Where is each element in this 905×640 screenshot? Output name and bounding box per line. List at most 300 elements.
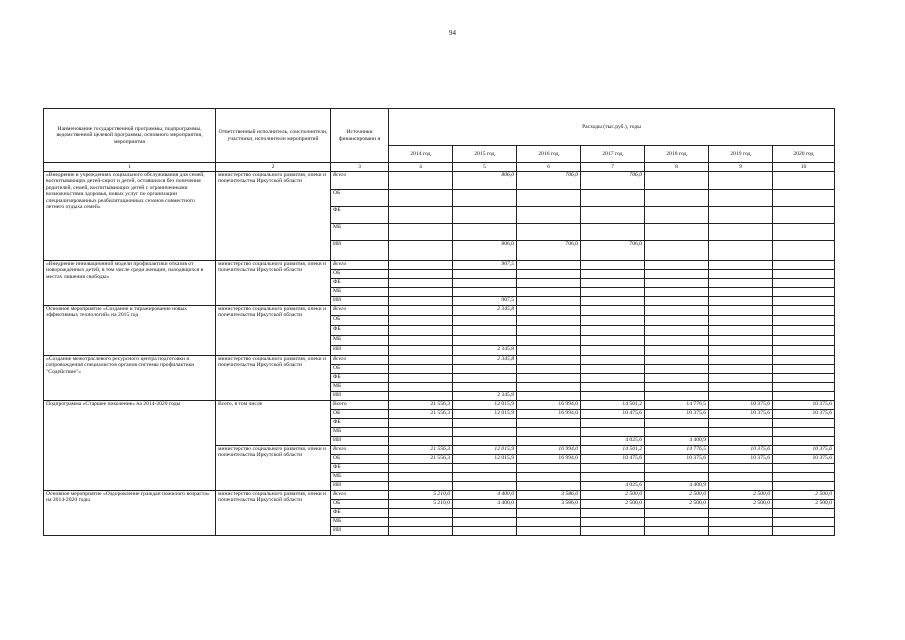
funding-source-cell: Всего <box>331 172 389 190</box>
amount-cell <box>517 419 581 428</box>
amount-cell <box>517 288 581 297</box>
amount-cell <box>389 190 453 207</box>
amount-cell: 806,0 <box>453 241 517 261</box>
amount-cell <box>517 464 581 473</box>
amount-cell: 12 015,9 <box>453 401 517 410</box>
amount-cell <box>389 383 453 392</box>
amount-cell: 2 500,0 <box>709 491 773 500</box>
amount-cell <box>645 374 709 383</box>
amount-cell <box>453 270 517 279</box>
column-number: 4 <box>389 163 453 172</box>
amount-cell <box>773 207 835 224</box>
funding-source-cell: ИИ <box>331 297 389 306</box>
amount-cell <box>453 464 517 473</box>
amount-cell <box>773 306 835 316</box>
column-number: 7 <box>581 163 645 172</box>
amount-cell: 2 345,8 <box>453 356 517 365</box>
amount-cell <box>645 297 709 306</box>
amount-cell <box>581 365 645 374</box>
amount-cell <box>709 190 773 207</box>
amount-cell: 4 400,9 <box>645 437 709 446</box>
header-year: 2014 год <box>389 146 453 163</box>
amount-cell <box>581 509 645 518</box>
amount-cell <box>453 374 517 383</box>
funding-source-cell: ФБ <box>331 279 389 288</box>
amount-cell: 10 475,6 <box>581 455 645 464</box>
executor-cell: Всего, в том числе <box>216 401 331 446</box>
amount-cell <box>453 482 517 491</box>
amount-cell <box>581 326 645 336</box>
amount-cell <box>773 326 835 336</box>
amount-cell <box>773 261 835 270</box>
amount-cell <box>453 473 517 482</box>
amount-cell <box>517 473 581 482</box>
funding-source-cell: МБ <box>331 288 389 297</box>
amount-cell <box>581 419 645 428</box>
amount-cell <box>645 356 709 365</box>
page-number: 94 <box>449 29 456 37</box>
amount-cell: 16 994,0 <box>517 446 581 455</box>
amount-cell: 10 375,6 <box>773 410 835 419</box>
amount-cell <box>645 473 709 482</box>
amount-cell: 10 375,6 <box>645 410 709 419</box>
amount-cell: 2 500,0 <box>709 500 773 509</box>
amount-cell: 2 500,0 <box>773 491 835 500</box>
amount-cell <box>389 288 453 297</box>
amount-cell <box>709 306 773 316</box>
executor-cell: министерство социального развития, опеки и попечительства Иркутской области <box>216 172 331 261</box>
amount-cell <box>709 482 773 491</box>
amount-cell: 21 556,3 <box>389 401 453 410</box>
amount-cell <box>389 518 453 527</box>
amount-cell <box>645 279 709 288</box>
amount-cell <box>773 437 835 446</box>
amount-cell: 14 501,2 <box>581 401 645 410</box>
amount-cell <box>517 279 581 288</box>
amount-cell <box>517 261 581 270</box>
amount-cell <box>645 306 709 316</box>
amount-cell: 706,0 <box>581 241 645 261</box>
amount-cell <box>389 172 453 190</box>
amount-cell <box>581 270 645 279</box>
funding-source-cell: ОБ <box>331 270 389 279</box>
funding-source-cell: МБ <box>331 518 389 527</box>
column-number: 5 <box>453 163 517 172</box>
amount-cell: 2 500,0 <box>773 500 835 509</box>
amount-cell <box>645 383 709 392</box>
program-name-cell: «Внедрение инновационной модели профилактики отказов от новорожденных детей, в том числе среди женщин, находящихся в местах лишения свободы» <box>44 261 216 306</box>
amount-cell <box>517 428 581 437</box>
amount-cell <box>581 207 645 224</box>
funding-source-cell: ОБ <box>331 316 389 326</box>
amount-cell <box>581 316 645 326</box>
program-name-cell: Основное мероприятие «Оздоровление граждан пожилого возраста» на 2014-2020 годы <box>44 491 216 536</box>
executor-cell: министерство социального развития, опеки и попечительства Иркутской области <box>216 491 331 536</box>
funding-source-cell: ИИ <box>331 482 389 491</box>
column-number: 10 <box>773 163 835 172</box>
amount-cell <box>581 306 645 316</box>
amount-cell <box>581 473 645 482</box>
amount-cell <box>773 464 835 473</box>
amount-cell <box>517 437 581 446</box>
amount-cell <box>709 437 773 446</box>
amount-cell <box>517 316 581 326</box>
amount-cell <box>645 509 709 518</box>
table-row <box>44 356 835 365</box>
amount-cell <box>645 518 709 527</box>
amount-cell <box>453 383 517 392</box>
executor-cell: министерство социального развития, опеки и попечительства Иркутской области <box>216 306 331 356</box>
amount-cell: 10 375,6 <box>709 455 773 464</box>
amount-cell <box>773 482 835 491</box>
amount-cell <box>581 288 645 297</box>
amount-cell <box>389 346 453 356</box>
amount-cell <box>645 241 709 261</box>
amount-cell <box>581 336 645 346</box>
amount-cell: 4 025,6 <box>581 482 645 491</box>
amount-cell <box>709 279 773 288</box>
amount-cell: 12 015,9 <box>453 446 517 455</box>
amount-cell <box>709 207 773 224</box>
amount-cell <box>773 279 835 288</box>
amount-cell <box>709 356 773 365</box>
amount-cell <box>581 392 645 401</box>
amount-cell: 14 501,2 <box>581 446 645 455</box>
amount-cell <box>389 419 453 428</box>
amount-cell <box>453 316 517 326</box>
amount-cell <box>773 288 835 297</box>
amount-cell <box>389 270 453 279</box>
amount-cell <box>453 437 517 446</box>
column-number: 2 <box>216 163 331 172</box>
executor-cell: министерство социального развития, опеки и попечительства Иркутской области <box>216 446 331 491</box>
amount-cell: 10 375,6 <box>773 401 835 410</box>
amount-cell <box>453 207 517 224</box>
amount-cell <box>389 356 453 365</box>
amount-cell: 10 375,6 <box>709 410 773 419</box>
funding-source-cell: Всего <box>331 306 389 316</box>
amount-cell: 14 776,5 <box>645 446 709 455</box>
funding-source-cell: ФБ <box>331 326 389 336</box>
amount-cell <box>389 473 453 482</box>
amount-cell: 806,0 <box>453 172 517 190</box>
column-number: 1 <box>44 163 216 172</box>
amount-cell <box>709 261 773 270</box>
amount-cell <box>773 224 835 241</box>
amount-cell: 4 025,6 <box>581 437 645 446</box>
amount-cell: 10 375,6 <box>709 446 773 455</box>
amount-cell <box>773 356 835 365</box>
amount-cell: 2 500,0 <box>581 500 645 509</box>
funding-source-cell: ОБ <box>331 455 389 464</box>
amount-cell: 3 586,0 <box>517 491 581 500</box>
amount-cell: 2 500,0 <box>645 491 709 500</box>
amount-cell <box>581 346 645 356</box>
amount-cell: 706,0 <box>581 172 645 190</box>
amount-cell <box>581 518 645 527</box>
funding-source-cell: Всего <box>331 261 389 270</box>
amount-cell <box>389 336 453 346</box>
amount-cell: 10 375,6 <box>773 455 835 464</box>
funding-source-cell: ОБ <box>331 410 389 419</box>
table-row <box>44 401 835 410</box>
amount-cell: 2 345,8 <box>453 306 517 316</box>
amount-cell <box>453 224 517 241</box>
funding-source-cell: МБ <box>331 224 389 241</box>
amount-cell <box>517 509 581 518</box>
amount-cell <box>389 482 453 491</box>
amount-cell <box>389 297 453 306</box>
amount-cell <box>581 428 645 437</box>
amount-cell <box>517 306 581 316</box>
amount-cell <box>773 365 835 374</box>
table-body <box>44 172 835 536</box>
column-number: 9 <box>709 163 773 172</box>
program-name-cell: «Создание межотраслевого ресурсного центра подготовки и сопровождения специалистов органов системы профилактики "Содействие"» <box>44 356 216 401</box>
amount-cell: 21 556,3 <box>389 446 453 455</box>
amount-cell <box>709 336 773 346</box>
funding-source-cell: ФБ <box>331 509 389 518</box>
budget-table <box>43 108 835 536</box>
amount-cell <box>389 279 453 288</box>
amount-cell <box>773 346 835 356</box>
amount-cell <box>453 336 517 346</box>
funding-source-cell: ОБ <box>331 500 389 509</box>
amount-cell <box>773 518 835 527</box>
amount-cell <box>645 419 709 428</box>
funding-source-cell: МБ <box>331 383 389 392</box>
amount-cell <box>645 316 709 326</box>
amount-cell <box>709 383 773 392</box>
funding-source-cell: Всего <box>331 356 389 365</box>
amount-cell <box>773 316 835 326</box>
funding-source-cell: Всего <box>331 401 389 410</box>
amount-cell: 21 556,3 <box>389 455 453 464</box>
amount-cell: 16 994,0 <box>517 410 581 419</box>
amount-cell <box>453 190 517 207</box>
amount-cell <box>453 527 517 536</box>
amount-cell <box>645 527 709 536</box>
amount-cell: 4 400,0 <box>453 500 517 509</box>
amount-cell <box>517 326 581 336</box>
amount-cell <box>389 374 453 383</box>
amount-cell <box>389 207 453 224</box>
amount-cell <box>709 509 773 518</box>
amount-cell: 4 400,0 <box>453 491 517 500</box>
amount-cell <box>645 190 709 207</box>
amount-cell <box>389 261 453 270</box>
amount-cell <box>581 224 645 241</box>
funding-source-cell: ИИ <box>331 241 389 261</box>
amount-cell <box>453 288 517 297</box>
amount-cell: 2 500,0 <box>645 500 709 509</box>
amount-cell <box>581 356 645 365</box>
amount-cell <box>645 172 709 190</box>
amount-cell <box>709 374 773 383</box>
amount-cell <box>773 297 835 306</box>
funding-source-cell: ОБ <box>331 190 389 207</box>
amount-cell: 16 994,0 <box>517 401 581 410</box>
funding-source-cell: МБ <box>331 473 389 482</box>
funding-source-cell: ИИ <box>331 346 389 356</box>
amount-cell <box>389 224 453 241</box>
funding-source-cell: МБ <box>331 428 389 437</box>
amount-cell <box>517 207 581 224</box>
funding-source-cell: ФБ <box>331 419 389 428</box>
amount-cell: 3 586,0 <box>517 500 581 509</box>
amount-cell <box>517 190 581 207</box>
table-row <box>44 306 835 316</box>
amount-cell <box>645 261 709 270</box>
funding-source-cell: МБ <box>331 336 389 346</box>
amount-cell <box>453 365 517 374</box>
header-year: 2017 год <box>581 146 645 163</box>
amount-cell <box>709 316 773 326</box>
funding-source-cell: Всего <box>331 446 389 455</box>
amount-cell <box>581 279 645 288</box>
amount-cell: 2 500,0 <box>581 491 645 500</box>
amount-cell <box>453 509 517 518</box>
amount-cell <box>581 374 645 383</box>
amount-cell <box>389 509 453 518</box>
amount-cell <box>709 473 773 482</box>
amount-cell: 5 210,0 <box>389 491 453 500</box>
amount-cell <box>389 428 453 437</box>
funding-source-cell: ФБ <box>331 207 389 224</box>
amount-cell: 2 345,8 <box>453 392 517 401</box>
amount-cell <box>645 346 709 356</box>
amount-cell: 907,5 <box>453 297 517 306</box>
amount-cell <box>517 365 581 374</box>
executor-cell: министерство социального развития, опеки и попечительства Иркутской области <box>216 356 331 401</box>
header-expenses: Расходы (тыс.руб.), годы <box>389 109 835 146</box>
column-number: 6 <box>517 163 581 172</box>
amount-cell <box>581 383 645 392</box>
amount-cell <box>517 392 581 401</box>
amount-cell <box>389 365 453 374</box>
executor-cell: министерство социального развития, опеки и попечительства Иркутской области <box>216 261 331 306</box>
amount-cell <box>645 336 709 346</box>
amount-cell: 12 015,9 <box>453 410 517 419</box>
column-number: 3 <box>331 163 389 172</box>
amount-cell <box>517 356 581 365</box>
amount-cell: 21 556,3 <box>389 410 453 419</box>
amount-cell <box>517 270 581 279</box>
amount-cell <box>773 473 835 482</box>
amount-cell <box>709 428 773 437</box>
program-name-cell: Основное мероприятие «Создание и тиражирование новых эффективных технологий» на 2015 год <box>44 306 216 356</box>
amount-cell <box>709 346 773 356</box>
header-year: 2018 год <box>645 146 709 163</box>
amount-cell <box>517 346 581 356</box>
header-year: 2019 год <box>709 146 773 163</box>
amount-cell <box>645 365 709 374</box>
funding-source-cell: Всего <box>331 491 389 500</box>
amount-cell: 4 400,9 <box>645 482 709 491</box>
amount-cell <box>709 464 773 473</box>
amount-cell <box>773 383 835 392</box>
funding-source-cell: ИИ <box>331 437 389 446</box>
header-name: Наименование государственной программы, подпрограммы, ведомственной целевой программы, основного мероприятия, мероприятия <box>44 109 216 163</box>
table-row <box>44 491 835 500</box>
amount-cell: 10 475,6 <box>581 410 645 419</box>
amount-cell: 907,5 <box>453 261 517 270</box>
amount-cell <box>773 374 835 383</box>
funding-source-cell: ИИ <box>331 392 389 401</box>
amount-cell <box>581 261 645 270</box>
amount-cell <box>389 392 453 401</box>
funding-source-cell: ФБ <box>331 464 389 473</box>
amount-cell <box>453 419 517 428</box>
header-source: Источники финансировани я <box>331 109 389 163</box>
header-year: 2020 год <box>773 146 835 163</box>
amount-cell <box>389 306 453 316</box>
amount-cell <box>709 527 773 536</box>
header-year: 2016 год <box>517 146 581 163</box>
amount-cell: 10 375,6 <box>645 455 709 464</box>
amount-cell <box>773 509 835 518</box>
amount-cell: 5 210,0 <box>389 500 453 509</box>
amount-cell <box>581 190 645 207</box>
amount-cell <box>773 270 835 279</box>
amount-cell <box>709 365 773 374</box>
amount-cell <box>709 326 773 336</box>
amount-cell <box>517 383 581 392</box>
amount-cell: 706,0 <box>517 241 581 261</box>
amount-cell <box>389 527 453 536</box>
amount-cell <box>517 374 581 383</box>
amount-cell <box>773 419 835 428</box>
amount-cell <box>389 326 453 336</box>
amount-cell <box>581 297 645 306</box>
amount-cell: 16 994,0 <box>517 455 581 464</box>
amount-cell <box>517 336 581 346</box>
funding-source-cell: ФБ <box>331 374 389 383</box>
amount-cell <box>517 518 581 527</box>
amount-cell <box>709 172 773 190</box>
amount-cell: 10 375,6 <box>773 446 835 455</box>
amount-cell <box>581 464 645 473</box>
amount-cell <box>389 437 453 446</box>
amount-cell <box>709 241 773 261</box>
amount-cell <box>709 392 773 401</box>
amount-cell <box>453 326 517 336</box>
amount-cell: 14 776,5 <box>645 401 709 410</box>
funding-source-cell: ОБ <box>331 365 389 374</box>
amount-cell <box>709 518 773 527</box>
amount-cell <box>709 288 773 297</box>
amount-cell <box>709 297 773 306</box>
amount-cell <box>645 392 709 401</box>
amount-cell: 10 375,6 <box>709 401 773 410</box>
amount-cell <box>581 527 645 536</box>
header-executor: Ответственный исполнитель, соисполнители, участники, исполнители мероприятий <box>216 109 331 163</box>
amount-cell <box>389 464 453 473</box>
amount-cell <box>709 224 773 241</box>
amount-cell <box>645 464 709 473</box>
amount-cell <box>773 336 835 346</box>
program-name-cell: Подпрограмма «Старшее поколение» на 2014-2020 годы <box>44 401 216 491</box>
amount-cell: 12 015,9 <box>453 455 517 464</box>
amount-cell <box>389 241 453 261</box>
amount-cell <box>517 482 581 491</box>
amount-cell <box>773 172 835 190</box>
amount-cell <box>773 392 835 401</box>
table-row <box>44 261 835 270</box>
amount-cell <box>389 316 453 326</box>
amount-cell: 2 345,8 <box>453 346 517 356</box>
amount-cell <box>709 419 773 428</box>
